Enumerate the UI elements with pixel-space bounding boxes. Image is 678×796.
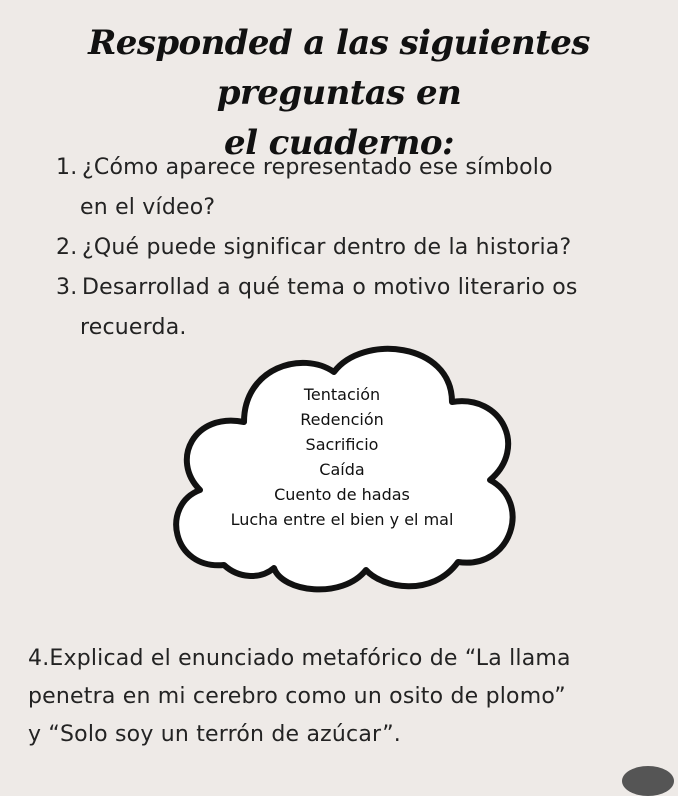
title-line-2: el cuaderno: xyxy=(224,123,454,163)
themes-cloud xyxy=(152,330,532,598)
question-1 xyxy=(56,148,660,228)
question-4 xyxy=(28,640,662,754)
theme-item: Sacrificio xyxy=(305,435,379,454)
theme-item: Cuento de hadas xyxy=(274,485,410,504)
title-line-1: Responded a las siguientes preguntas en xyxy=(88,23,590,113)
themes-list xyxy=(152,382,532,532)
question-4-line-3: y “Solo soy un terrón de azúcar”. xyxy=(28,722,401,747)
corner-button[interactable] xyxy=(622,766,674,796)
theme-item: Lucha entre el bien y el mal xyxy=(230,510,454,529)
question-number: 2. xyxy=(56,235,78,260)
question-number: 1. xyxy=(56,155,78,180)
question-number: 3. xyxy=(56,275,78,300)
theme-item: Redención xyxy=(300,410,384,429)
question-4-line-1: 4.Explicad el enunciado metafórico de “La llama xyxy=(28,646,571,671)
question-2 xyxy=(56,228,660,268)
question-text: ¿Cómo aparece representado ese símbolo xyxy=(82,155,553,180)
page-title xyxy=(18,18,660,168)
question-text-continued: en el vídeo? xyxy=(80,195,216,220)
question-text: ¿Qué puede significar dentro de la historia? xyxy=(82,235,572,260)
theme-item: Caída xyxy=(319,460,365,479)
theme-item: Tentación xyxy=(303,385,381,404)
question-4-line-2: penetra en mi cerebro como un osito de plomo” xyxy=(28,684,566,709)
question-text: Desarrollad a qué tema o motivo literario os xyxy=(82,275,578,300)
question-text-continued: recuerda. xyxy=(80,315,187,340)
